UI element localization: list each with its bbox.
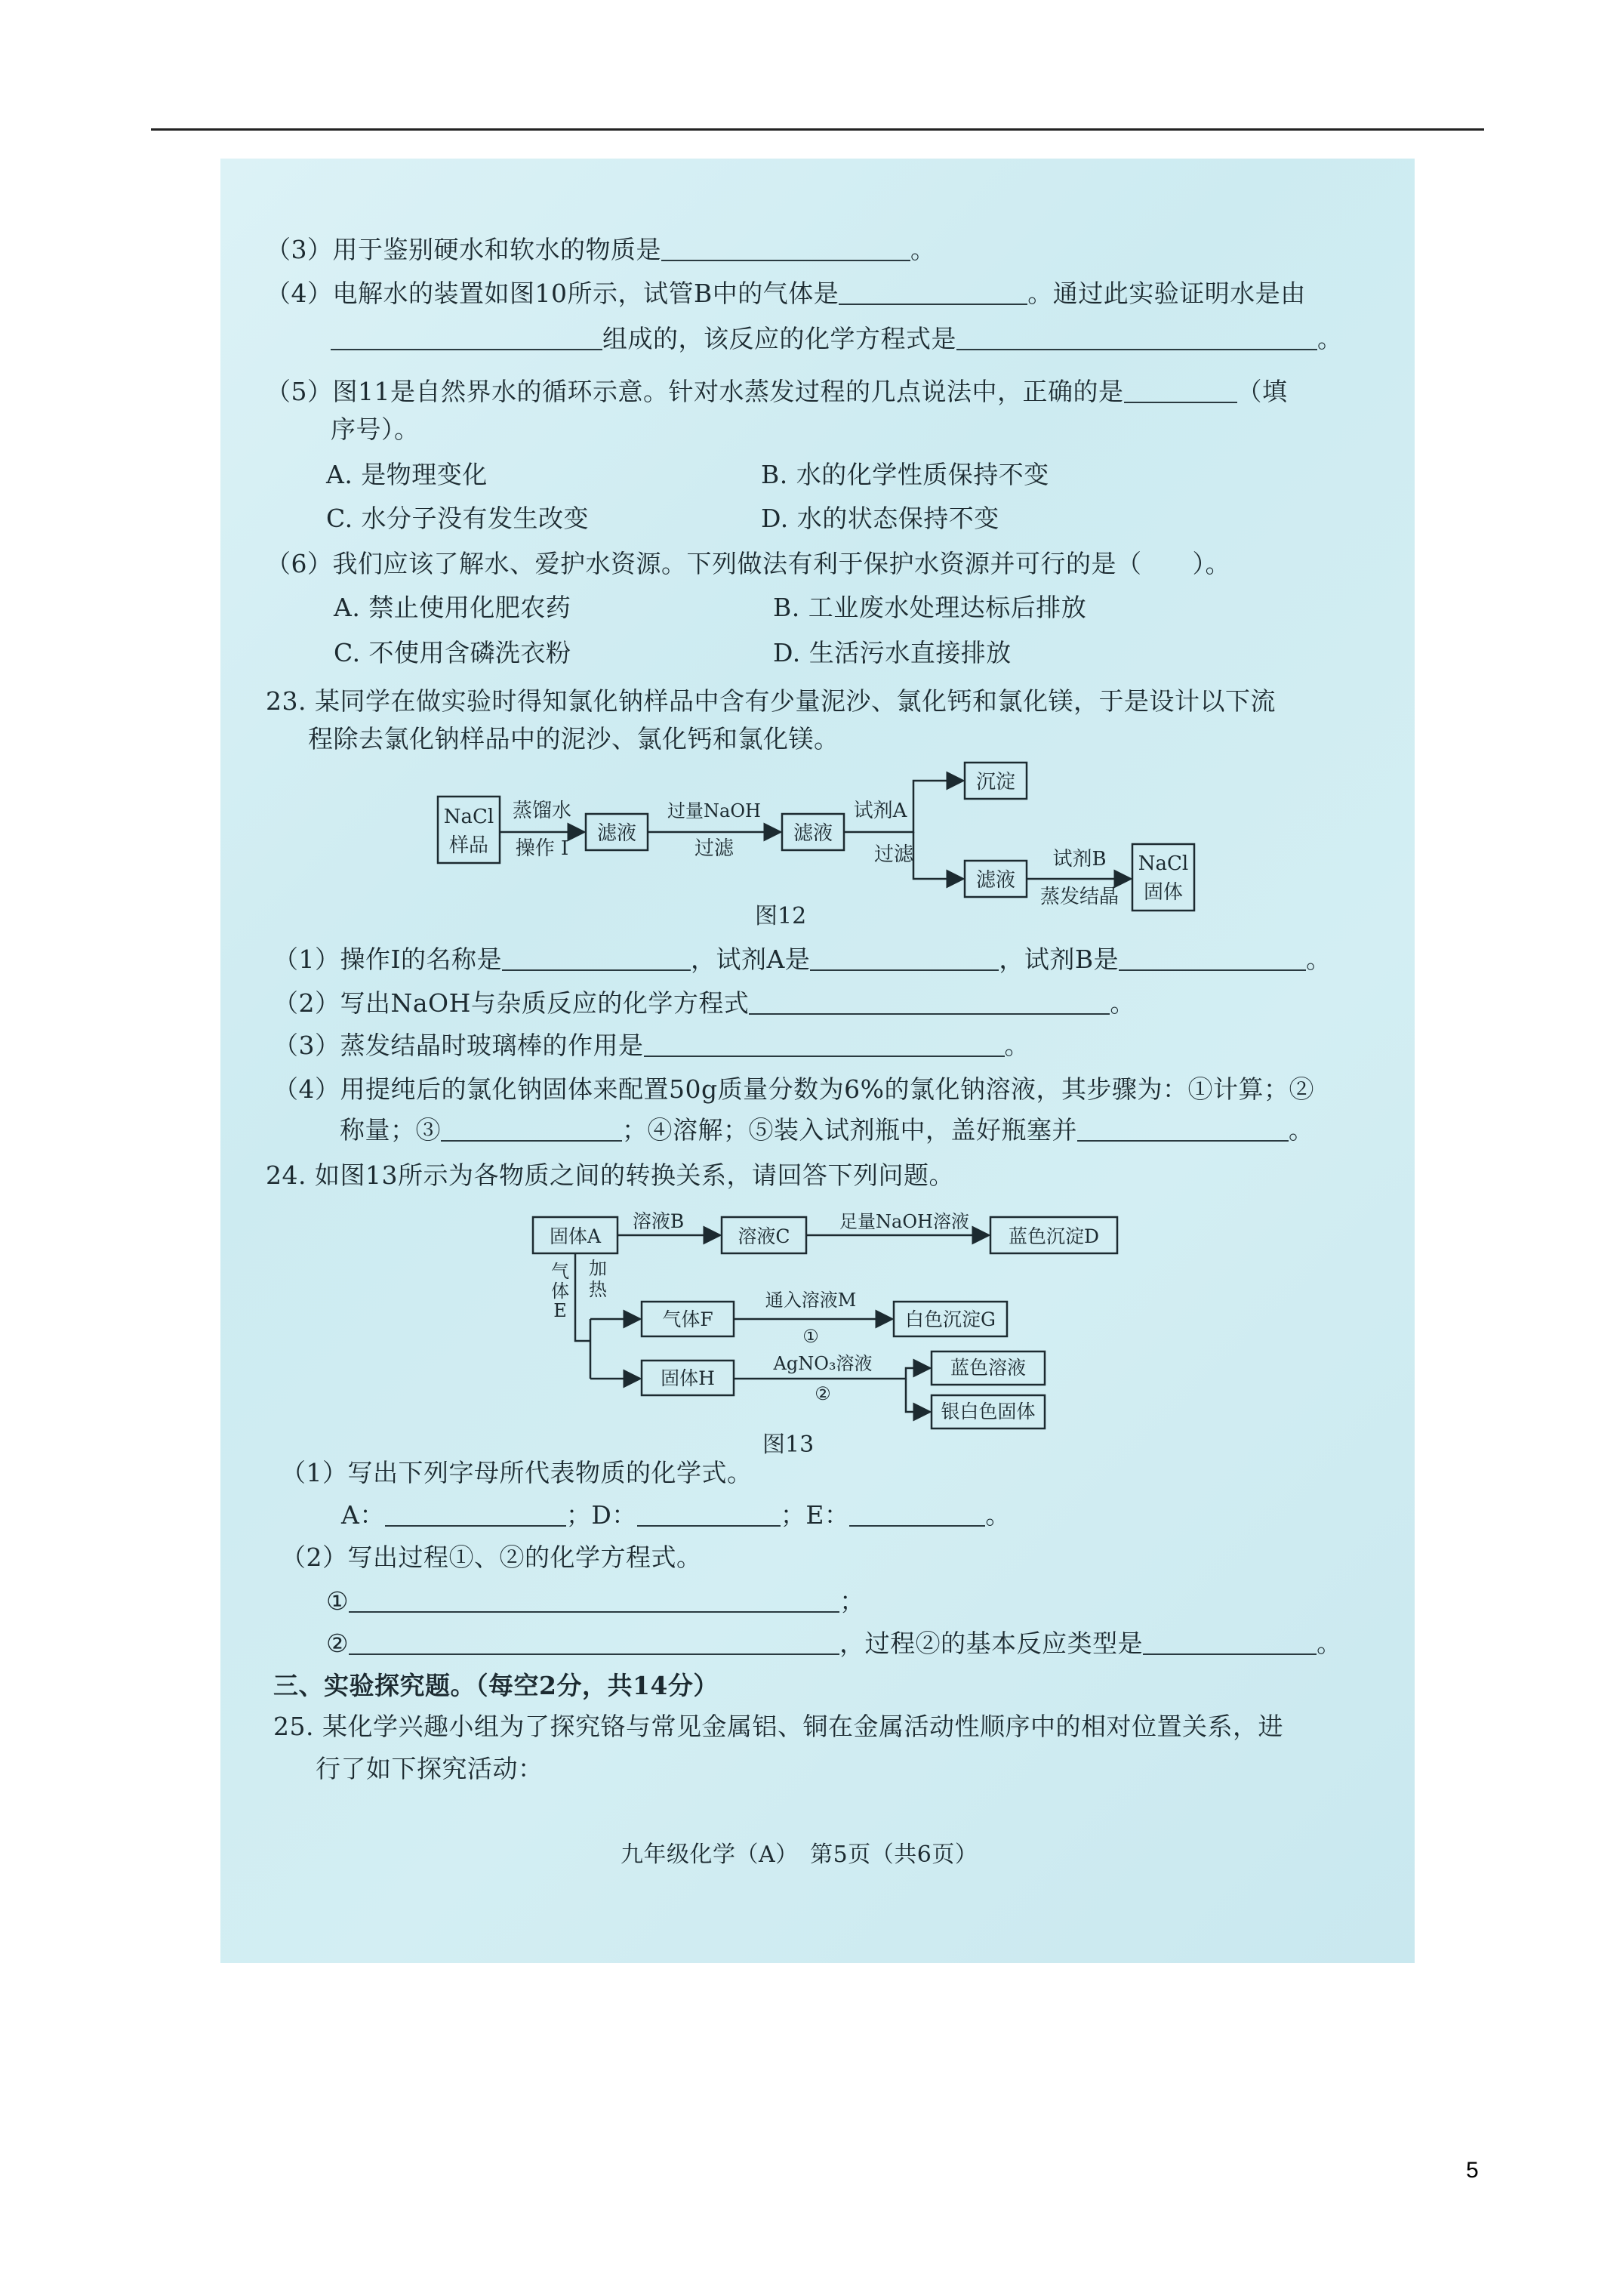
fig13-gas-e-2: 体 xyxy=(551,1281,569,1302)
fig13-silver-solid: 银白色固体 xyxy=(941,1401,1036,1422)
fig13-blue-solution: 蓝色溶液 xyxy=(950,1357,1027,1379)
q24-1-text: （1）写出下列字母所代表物质的化学式。 xyxy=(281,1458,753,1487)
answer-blank[interactable] xyxy=(1124,379,1237,403)
fig13-heat-2: 热 xyxy=(589,1279,607,1300)
figure-13-caption: 图13 xyxy=(762,1432,815,1458)
answer-blank[interactable] xyxy=(1119,947,1306,971)
q23-text-2: 程除去氯化钠样品中的泥沙、氯化钙和氯化镁。 xyxy=(308,724,839,754)
label-circle-1: ① xyxy=(326,1586,350,1616)
label-circle-2: ② xyxy=(326,1629,350,1658)
answer-blank[interactable] xyxy=(637,1502,781,1527)
fig12-step4-bottom: 蒸发结晶 xyxy=(1039,886,1119,908)
question-line xyxy=(266,379,1288,404)
answer-blank[interactable] xyxy=(1143,1631,1317,1655)
q23-1-text-b: ，试剂A是 xyxy=(691,945,811,974)
answer-blank[interactable] xyxy=(441,1117,622,1142)
fig12-step1-bottom: 操作 I xyxy=(515,837,569,860)
answer-blank[interactable] xyxy=(349,1631,839,1655)
fig13-circle-1: ① xyxy=(802,1326,819,1347)
q4-text-end: 。通过此实验证明水是由 xyxy=(1027,279,1306,308)
punctuation: 。 xyxy=(1306,945,1332,974)
q25-text: 25. 某化学兴趣小组为了探究铬与常见金属铝、铜在金属活动性顺序中的相对位置关系，进 xyxy=(273,1712,1283,1741)
q23-2-text: （2）写出NaOH与杂质反应的化学方程式 xyxy=(273,988,750,1018)
answer-blank[interactable] xyxy=(502,947,691,971)
section-heading: 三、实验探究题。（每空2分，共14分） xyxy=(273,1671,719,1700)
page-footer: 九年级化学（A） 第5页（共6页） xyxy=(621,1841,978,1868)
question-line xyxy=(326,1631,1342,1656)
q23-4-text: （4）用提纯后的氯化钠固体来配置50g质量分数为6%的氯化钠溶液，其步骤为：①计算；② xyxy=(273,1074,1314,1104)
q23-4-text-c: ；④溶解；⑤装入试剂瓶中，盖好瓶塞并 xyxy=(622,1115,1077,1145)
q4-text-2: 组成的，该反应的化学方程式是 xyxy=(602,324,956,353)
fig13-solution-m: 通入溶液M xyxy=(765,1290,857,1311)
question-line xyxy=(331,326,1343,351)
q23-text: 23. 某同学在做实验时得知氯化钠样品中含有少量泥沙、氯化钙和氯化镁，于是设计以下流 xyxy=(266,686,1276,716)
fig13-gas-e-3: E xyxy=(553,1300,567,1321)
q25-text-2: 行了如下探究活动： xyxy=(316,1754,544,1783)
option-d: D. 水的状态保持不变 xyxy=(761,504,999,533)
q23-1-text: （1）操作Ⅰ的名称是 xyxy=(273,945,503,974)
question-line xyxy=(326,1586,865,1616)
fig13-solution-c: 溶液C xyxy=(738,1225,790,1247)
fig12-product-1: NaCl xyxy=(1138,852,1189,875)
fig12-filtrate-2: 滤液 xyxy=(793,822,833,845)
fig13-solid-h: 固体H xyxy=(661,1367,715,1389)
fig12-step4-top: 试剂B xyxy=(1052,848,1107,871)
answer-blank[interactable] xyxy=(810,947,999,971)
question-line xyxy=(273,947,1332,972)
fig12-product-2: 固体 xyxy=(1143,881,1184,904)
page-number: 5 xyxy=(1466,2158,1479,2183)
question-line xyxy=(266,237,936,262)
fig12-step2-bottom: 过滤 xyxy=(694,837,735,860)
q24-2-text-b: ，过程②的基本反应类型是 xyxy=(839,1629,1144,1658)
fig12-step1-top: 蒸馏水 xyxy=(512,800,572,822)
answer-blank[interactable] xyxy=(849,1502,985,1527)
fig12-sample-2: 样品 xyxy=(448,834,489,857)
question-line xyxy=(340,1115,1314,1145)
answer-blank[interactable] xyxy=(349,1589,839,1613)
answer-blank[interactable] xyxy=(661,237,910,261)
punctuation: 。 xyxy=(1110,988,1135,1018)
q5-text-2: 序号）。 xyxy=(331,415,420,444)
option-a: A. 是物理变化 xyxy=(326,460,488,489)
punctuation: 。 xyxy=(1004,1031,1030,1060)
option-c: C. 水分子没有发生改变 xyxy=(326,504,590,533)
fig13-circle-2: ② xyxy=(815,1383,831,1404)
fig12-precipitate: 沉淀 xyxy=(975,771,1016,794)
answer-blank[interactable] xyxy=(749,991,1110,1015)
fig12-sample-1: NaCl xyxy=(443,806,494,828)
label-a: A： xyxy=(341,1500,385,1530)
fig12-step3-bottom: 过滤 xyxy=(873,843,914,866)
q6-text: （6）我们应该了解水、爱护水资源。下列做法有利于保护水资源并可行的是（ ）。 xyxy=(266,549,1230,578)
fig13-agno3: AgNO₃溶液 xyxy=(773,1353,873,1374)
fig12-step2-top: 过量NaOH xyxy=(667,800,761,821)
option-d: D. 生活污水直接排放 xyxy=(773,638,1012,667)
fig12-filtrate-1: 滤液 xyxy=(596,822,637,845)
punctuation: 。 xyxy=(910,235,936,264)
punctuation: 。 xyxy=(985,1500,1011,1530)
answer-blank[interactable] xyxy=(644,1033,1005,1057)
punctuation: ； xyxy=(839,1586,865,1616)
fig13-naoh: 足量NaOH溶液 xyxy=(839,1211,969,1232)
question-line xyxy=(273,1033,1030,1058)
fig13-white-precipitate-g: 白色沉淀G xyxy=(905,1308,996,1330)
fig13-gas-e-1: 气 xyxy=(551,1261,569,1282)
answer-blank[interactable] xyxy=(839,281,1027,305)
label-d: ；D： xyxy=(565,1500,637,1530)
figure-12-caption: 图12 xyxy=(755,903,807,929)
q5-text: （5）图11是自然界水的循环示意。针对水蒸发过程的几点说法中，正确的是 xyxy=(266,377,1124,406)
fig13-solution-b: 溶液B xyxy=(632,1210,685,1232)
figure-12 xyxy=(430,755,1215,914)
q4-text: （4）电解水的装置如图10所示，试管B中的气体是 xyxy=(266,279,839,308)
question-line xyxy=(273,988,1135,1018)
answer-blank[interactable] xyxy=(956,326,1317,350)
question-line xyxy=(266,281,1306,306)
fig13-solid-a: 固体A xyxy=(549,1225,602,1247)
fig13-gas-f: 气体F xyxy=(662,1308,713,1330)
punctuation: 。 xyxy=(1317,1629,1342,1658)
answer-blank[interactable] xyxy=(1077,1117,1289,1142)
option-b: B. 工业废水处理达标后排放 xyxy=(773,593,1087,622)
label-e: ；E： xyxy=(780,1500,850,1530)
q24-2-text: （2）写出过程①、②的化学方程式。 xyxy=(281,1542,702,1572)
punctuation: 。 xyxy=(1289,1115,1314,1145)
fig12-filtrate-3: 滤液 xyxy=(975,869,1016,892)
q23-3-text: （3）蒸发结晶时玻璃棒的作用是 xyxy=(273,1031,644,1060)
q23-1-text-c: ，试剂B是 xyxy=(999,945,1119,974)
option-b: B. 水的化学性质保持不变 xyxy=(761,460,1049,489)
q3-text: （3）用于鉴别硬水和软水的物质是 xyxy=(266,235,661,264)
option-c: C. 不使用含磷洗衣粉 xyxy=(334,638,571,667)
answer-blank[interactable] xyxy=(331,326,602,350)
q24-text: 24. 如图13所示为各物质之间的转换关系，请回答下列问题。 xyxy=(266,1160,954,1190)
header-rule xyxy=(151,128,1484,131)
fig12-step3-top: 试剂A xyxy=(853,800,907,822)
option-a: A. 禁止使用化肥农药 xyxy=(334,593,571,622)
figure-13 xyxy=(528,1202,1132,1436)
fig13-heat-1: 加 xyxy=(589,1258,607,1279)
punctuation: 。 xyxy=(1317,324,1343,353)
question-line xyxy=(341,1500,1011,1530)
q23-4-text-b: 称量；③ xyxy=(340,1115,441,1145)
fig13-blue-precipitate-d: 蓝色沉淀D xyxy=(1008,1225,1100,1247)
answer-blank[interactable] xyxy=(385,1502,566,1527)
q5-text-end: （填 xyxy=(1236,377,1288,406)
